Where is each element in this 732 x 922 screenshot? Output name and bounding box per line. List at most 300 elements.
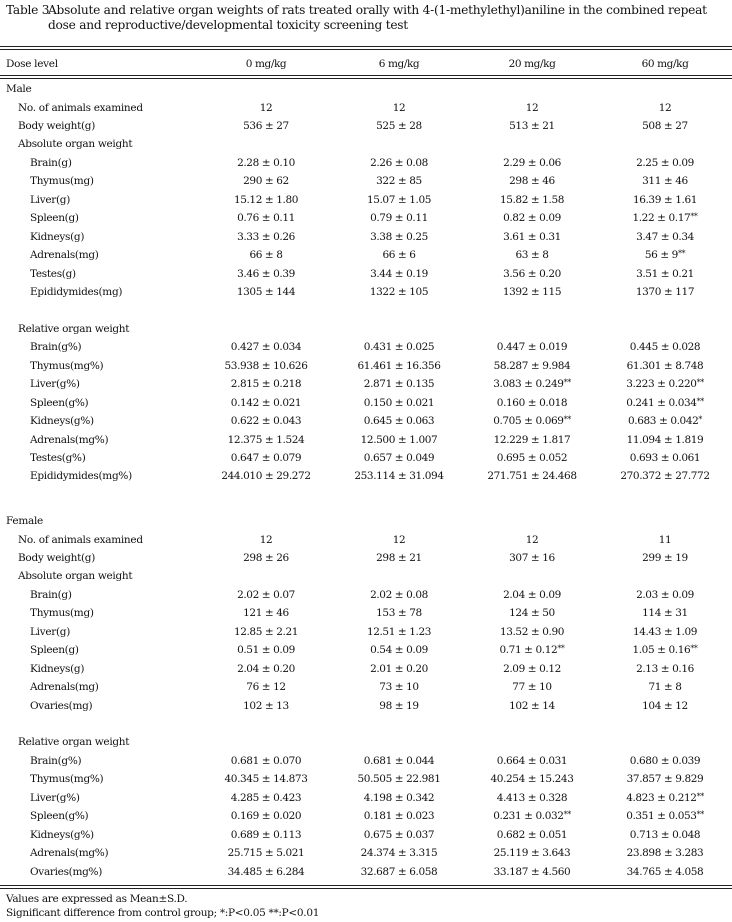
cell-value: 1370 ± 117 [635, 285, 695, 298]
row-label: Brain(g) [30, 156, 72, 169]
subsection-heading [0, 733, 732, 751]
cell-value: 4.823 ± 0.212 [626, 791, 697, 804]
table-cell [595, 357, 732, 375]
row-label: Kidneys(g) [30, 230, 85, 243]
cell-value: 270.372 ± 27.772 [620, 470, 710, 483]
cell-value: 3.38 ± 0.25 [370, 230, 428, 243]
cell-value: 0.645 ± 0.063 [363, 415, 435, 428]
cell-value: 14.43 ± 1.09 [632, 625, 698, 638]
cell-value: 12 [525, 533, 539, 546]
table-cell [329, 191, 469, 209]
cell-value: 2.815 ± 0.218 [230, 378, 302, 391]
cell-value: 23.898 ± 3.283 [626, 847, 704, 860]
table-cell [329, 752, 469, 770]
table-number: Table 3 [6, 3, 50, 17]
table-cell [595, 375, 732, 394]
bottom-rule-second [0, 888, 732, 889]
table-cell [196, 246, 336, 264]
table-cell [196, 752, 336, 770]
header-rule-second [0, 78, 732, 79]
table-cell [329, 826, 469, 844]
cell-value: 0.675 ± 0.037 [363, 828, 435, 841]
significance-marker: ** [696, 396, 704, 406]
subsection-heading [0, 320, 732, 338]
table-row [0, 586, 732, 604]
table-cell [196, 863, 336, 881]
cell-value: 322 ± 85 [376, 175, 422, 188]
cell-value: 0.680 ± 0.039 [629, 754, 701, 767]
table-row [0, 863, 732, 881]
header-dose: 0 mg/kg [245, 58, 287, 70]
cell-value: 73 ± 10 [379, 681, 419, 694]
table-cell [329, 449, 469, 467]
cell-value: 12.375 ± 1.524 [227, 433, 305, 446]
table-cell [196, 807, 336, 825]
table-row [0, 338, 732, 356]
cell-value: 0.683 ± 0.042 [627, 415, 699, 428]
row-label: Spleen(g) [30, 212, 79, 225]
cell-value: 11 [658, 533, 672, 546]
cell-value: 3.46 ± 0.39 [237, 267, 295, 280]
table-cell [462, 283, 602, 301]
cell-value: 102 ± 13 [243, 699, 289, 712]
row-label: Thymus(mg%) [30, 773, 104, 786]
cell-value: 12 [658, 101, 672, 114]
table-cell [329, 228, 469, 246]
cell-value: 0.445 ± 0.028 [629, 341, 701, 354]
table-cell [595, 117, 732, 135]
cell-value: 307 ± 16 [509, 551, 555, 564]
table-cell [595, 228, 732, 246]
cell-value: 15.82 ± 1.58 [499, 193, 565, 206]
cell-value: 244.010 ± 29.272 [221, 470, 311, 483]
table-row [0, 641, 732, 659]
table-row [0, 826, 732, 844]
table-cell [595, 826, 732, 844]
table-cell [196, 844, 336, 862]
significance-marker: ** [696, 810, 704, 820]
table-cell [196, 678, 336, 696]
cell-value: 50.505 ± 22.981 [357, 773, 441, 786]
cell-value: 53.938 ± 10.626 [224, 359, 308, 372]
table-cell [196, 265, 336, 283]
cell-value: 0.689 ± 0.113 [230, 828, 302, 841]
table-cell [595, 863, 732, 881]
table-row [0, 789, 732, 807]
cell-value: 12.51 ± 1.23 [366, 625, 432, 638]
row-label: Epididymides(mg%) [30, 470, 132, 483]
row-label: Spleen(g) [30, 644, 79, 657]
table-cell [462, 549, 602, 567]
cell-value: 271.751 ± 24.468 [487, 470, 577, 483]
table-cell [329, 549, 469, 567]
significance-marker: ** [563, 378, 571, 388]
cell-value: 0.76 ± 0.11 [237, 212, 295, 225]
cell-value: 290 ± 62 [243, 175, 289, 188]
table-cell [595, 191, 732, 209]
cell-value: 25.715 ± 5.021 [227, 847, 305, 860]
table-cell [329, 586, 469, 604]
cell-value: 102 ± 14 [509, 699, 555, 712]
table-cell [462, 844, 602, 862]
table-cell [462, 431, 602, 449]
table-cell [196, 209, 336, 227]
subsection-heading [0, 135, 732, 153]
cell-value: 0.169 ± 0.020 [230, 810, 302, 823]
table-cell [462, 752, 602, 770]
significance-marker: ** [557, 644, 565, 654]
cell-value: 3.083 ± 0.249 [493, 378, 564, 391]
cell-value: 12 [259, 533, 273, 546]
significance-marker: ** [677, 249, 686, 258]
cell-value: 3.61 ± 0.31 [503, 230, 561, 243]
cell-value: 299 ± 19 [642, 551, 688, 564]
cell-value: 124 ± 50 [509, 607, 555, 620]
table-cell [595, 770, 732, 788]
table-cell [329, 641, 469, 659]
table-cell [329, 246, 469, 264]
table-cell [595, 531, 732, 549]
table-cell [462, 357, 602, 375]
top-rule [0, 46, 732, 47]
table-cell [329, 412, 469, 430]
table-row [0, 770, 732, 788]
table-cell [196, 394, 336, 412]
table-cell [196, 549, 336, 567]
table-row [0, 660, 732, 678]
cell-value: 0.713 ± 0.048 [629, 828, 701, 841]
cell-value: 0.427 ± 0.034 [230, 341, 302, 354]
cell-value: 4.198 ± 0.342 [363, 791, 435, 804]
cell-value: 15.07 ± 1.05 [366, 193, 432, 206]
table-cell [462, 154, 602, 172]
row-label: Kidneys(g) [30, 662, 85, 675]
row-label: Ovaries(mg) [30, 699, 93, 712]
significance-marker: ** [563, 810, 571, 820]
cell-value: 12 [392, 101, 406, 114]
row-label: Brain(g%) [30, 754, 82, 767]
table-cell [196, 660, 336, 678]
table-cell [462, 228, 602, 246]
table-row [0, 623, 732, 641]
header-dose: 6 mg/kg [378, 58, 420, 70]
row-label: Kidneys(g%) [30, 828, 94, 841]
header-rule [0, 75, 732, 76]
cell-value: 4.413 ± 0.328 [496, 791, 568, 804]
table-cell [462, 531, 602, 549]
section-heading [0, 512, 732, 530]
row-label: Liver(g) [30, 193, 71, 206]
cell-value: 2.03 ± 0.09 [636, 588, 694, 601]
table-row [0, 228, 732, 246]
row-label: Spleen(g%) [30, 396, 89, 409]
cell-value: 66 ± 6 [382, 249, 416, 261]
row-label: Adrenals(mg%) [30, 847, 109, 860]
cell-value: 61.461 ± 16.356 [357, 359, 441, 372]
subsection-heading [0, 567, 732, 585]
table-row [0, 117, 732, 135]
row-label: Liver(g) [30, 625, 71, 638]
table-row [0, 265, 732, 283]
table-cell [595, 789, 732, 808]
cell-value: 0.695 ± 0.052 [496, 452, 568, 464]
table-cell [329, 154, 469, 172]
top-rule-second [0, 49, 732, 50]
row-label: Testes(g) [30, 267, 76, 280]
table-cell [595, 467, 732, 485]
table-cell [196, 338, 336, 356]
cell-value: 76 ± 12 [246, 681, 286, 694]
table-cell [462, 191, 602, 209]
table-cell [462, 863, 602, 881]
cell-value: 98 ± 19 [379, 699, 419, 712]
section-heading [0, 80, 732, 98]
table-cell [595, 623, 732, 641]
cell-value: 2.01 ± 0.20 [370, 662, 428, 675]
table-cell [196, 228, 336, 246]
cell-value: 58.287 ± 9.984 [493, 359, 571, 372]
table-cell [196, 826, 336, 844]
cell-value: 12.85 ± 2.21 [233, 625, 299, 638]
significance-marker: ** [563, 415, 571, 425]
table-cell [329, 99, 469, 117]
cell-value: 12 [525, 101, 539, 114]
table-cell [329, 789, 469, 807]
cell-value: 2.13 ± 0.16 [636, 662, 694, 675]
table-row [0, 844, 732, 862]
table-row [0, 375, 732, 393]
header-row [0, 55, 732, 73]
table-cell [196, 99, 336, 117]
table-cell [595, 394, 732, 413]
cell-value: 56 ± 9 [644, 249, 678, 261]
cell-value: 2.28 ± 0.10 [237, 156, 295, 169]
row-label: Adrenals(mg) [30, 249, 99, 261]
cell-value: 0.241 ± 0.034 [626, 396, 697, 409]
cell-value: 2.02 ± 0.08 [370, 588, 428, 601]
table-cell [329, 807, 469, 825]
table-cell [329, 604, 469, 622]
table-cell [595, 844, 732, 862]
table-cell [462, 412, 602, 431]
cell-value: 311 ± 46 [642, 175, 688, 188]
table-cell [595, 154, 732, 172]
row-label: Ovaries(mg%) [30, 865, 103, 878]
table-cell [462, 394, 602, 412]
table-cell [196, 412, 336, 430]
table-row [0, 246, 732, 264]
table-cell [462, 265, 602, 283]
table-cell [329, 863, 469, 881]
table-cell [462, 586, 602, 604]
table-row [0, 807, 732, 825]
cell-value: 525 ± 28 [376, 119, 422, 132]
cell-value: 1.22 ± 0.17 [632, 212, 691, 225]
row-label: Testes(g%) [30, 452, 86, 464]
row-label: Body weight(g) [18, 119, 96, 132]
cell-value: 0.150 ± 0.021 [363, 396, 435, 409]
row-label: No. of animals examined [18, 101, 143, 114]
table-cell [595, 172, 732, 190]
cell-value: 0.54 ± 0.09 [370, 644, 428, 657]
row-label: Epididymides(mg) [30, 285, 123, 298]
cell-value: 32.687 ± 6.058 [360, 865, 438, 878]
table-cell [462, 826, 602, 844]
cell-value: 63 ± 8 [515, 249, 549, 261]
table-cell [196, 154, 336, 172]
cell-value: 61.301 ± 8.748 [626, 359, 704, 372]
table-cell [329, 338, 469, 356]
significance-marker: ** [690, 644, 698, 654]
table-cell [595, 697, 732, 715]
cell-value: 25.119 ± 3.643 [493, 847, 571, 860]
row-label: Brain(g) [30, 588, 72, 601]
cell-value: 0.681 ± 0.070 [230, 754, 302, 767]
cell-value: 37.857 ± 9.829 [626, 773, 704, 786]
significance-marker: ** [696, 378, 704, 388]
table-row [0, 604, 732, 622]
cell-value: 114 ± 31 [642, 607, 688, 620]
cell-value: 0.657 ± 0.049 [363, 452, 435, 464]
table-row [0, 394, 732, 412]
table-cell [595, 586, 732, 604]
table-cell [462, 467, 602, 485]
table-cell [329, 467, 469, 485]
cell-value: 0.705 ± 0.069 [493, 415, 564, 428]
table-cell [196, 449, 336, 467]
section-label: Female [6, 515, 43, 527]
cell-value: 298 ± 21 [376, 551, 422, 564]
cell-value: 0.82 ± 0.09 [503, 212, 561, 225]
cell-value: 0.682 ± 0.051 [496, 828, 568, 841]
table-cell [329, 431, 469, 449]
cell-value: 13.52 ± 0.90 [499, 625, 565, 638]
footnote-significance: Significant difference from control group; *:P<0.05 **:P<0.01 [6, 907, 320, 919]
row-label: Thymus(mg) [30, 175, 94, 188]
table-cell [329, 844, 469, 862]
cell-value: 0.142 ± 0.021 [230, 396, 302, 409]
table-row [0, 678, 732, 696]
cell-value: 3.56 ± 0.20 [503, 267, 561, 280]
cell-value: 0.447 ± 0.019 [496, 341, 568, 354]
cell-value: 11.094 ± 1.819 [626, 433, 704, 446]
table-cell [595, 209, 732, 228]
row-label: Kidneys(g%) [30, 415, 94, 428]
table-row [0, 449, 732, 467]
significance-marker: * [698, 415, 702, 425]
table-cell [329, 531, 469, 549]
cell-value: 0.71 ± 0.12 [499, 644, 558, 657]
table-cell [462, 246, 602, 264]
cell-value: 253.114 ± 31.094 [354, 470, 444, 483]
table-cell [462, 660, 602, 678]
table-cell [595, 604, 732, 622]
table-cell [196, 191, 336, 209]
table-cell [196, 375, 336, 393]
table-cell [595, 246, 732, 265]
table-row [0, 172, 732, 190]
significance-marker: ** [690, 212, 698, 222]
header-dose: 60 mg/kg [641, 58, 689, 70]
table-title: Absolute and relative organ weights of rats treated orally with 4-(1-methylethyl)aniline in the combined repeat dose and reproductive/developmental toxicity screening test [48, 3, 707, 32]
cell-value: 40.254 ± 15.243 [490, 773, 574, 786]
row-label: Brain(g%) [30, 341, 82, 354]
table-cell [595, 412, 732, 431]
table-cell [196, 697, 336, 715]
row-label: No. of animals examined [18, 533, 143, 546]
table-cell [196, 789, 336, 807]
table-cell [329, 770, 469, 788]
cell-value: 2.04 ± 0.20 [237, 662, 295, 675]
table-cell [595, 549, 732, 567]
cell-value: 15.12 ± 1.80 [233, 193, 299, 206]
cell-value: 1305 ± 144 [236, 285, 296, 298]
table-row [0, 431, 732, 449]
table-cell [462, 770, 602, 788]
row-label: Spleen(g%) [30, 810, 89, 823]
table-row [0, 357, 732, 375]
table-cell [329, 357, 469, 375]
table-row [0, 549, 732, 567]
table-cell [196, 623, 336, 641]
cell-value: 12.500 ± 1.007 [360, 433, 438, 446]
table-cell [196, 467, 336, 485]
cell-value: 34.765 ± 4.058 [626, 865, 704, 878]
cell-value: 513 ± 21 [509, 119, 555, 132]
header-dose-level: Dose level [6, 58, 58, 70]
table-cell [329, 660, 469, 678]
cell-value: 0.693 ± 0.061 [629, 452, 701, 464]
cell-value: 121 ± 46 [243, 607, 289, 620]
cell-value: 0.664 ± 0.031 [496, 754, 568, 767]
table-row [0, 191, 732, 209]
table-cell [595, 338, 732, 356]
table-cell [462, 789, 602, 807]
table-cell [196, 586, 336, 604]
cell-value: 77 ± 10 [512, 681, 552, 694]
table-cell [595, 660, 732, 678]
row-label: Liver(g%) [30, 378, 80, 391]
row-label: Adrenals(mg%) [30, 433, 109, 446]
table-cell [196, 641, 336, 659]
footnote-mean-sd: Values are expressed as Mean±S.D. [6, 893, 188, 905]
table-row [0, 531, 732, 549]
table-cell [595, 283, 732, 301]
row-label: Body weight(g) [18, 551, 96, 564]
row-label: Adrenals(mg) [30, 681, 99, 694]
cell-value: 2.09 ± 0.12 [503, 662, 561, 675]
table-cell [462, 604, 602, 622]
cell-value: 2.02 ± 0.07 [237, 588, 295, 601]
table-cell [462, 338, 602, 356]
table-cell [595, 678, 732, 696]
table-cell [595, 807, 732, 826]
table-cell [329, 394, 469, 412]
cell-value: 298 ± 26 [243, 551, 289, 564]
cell-value: 0.181 ± 0.023 [363, 810, 435, 823]
cell-value: 0.51 ± 0.09 [237, 644, 295, 657]
cell-value: 1392 ± 115 [502, 285, 562, 298]
bottom-rule [0, 885, 732, 886]
cell-value: 2.26 ± 0.08 [370, 156, 428, 169]
table-cell [462, 117, 602, 135]
cell-value: 71 ± 8 [648, 681, 682, 694]
cell-value: 0.79 ± 0.11 [370, 212, 428, 225]
table-row [0, 99, 732, 117]
cell-value: 33.187 ± 4.560 [493, 865, 571, 878]
cell-value: 508 ± 27 [642, 119, 688, 132]
table-cell [595, 431, 732, 449]
